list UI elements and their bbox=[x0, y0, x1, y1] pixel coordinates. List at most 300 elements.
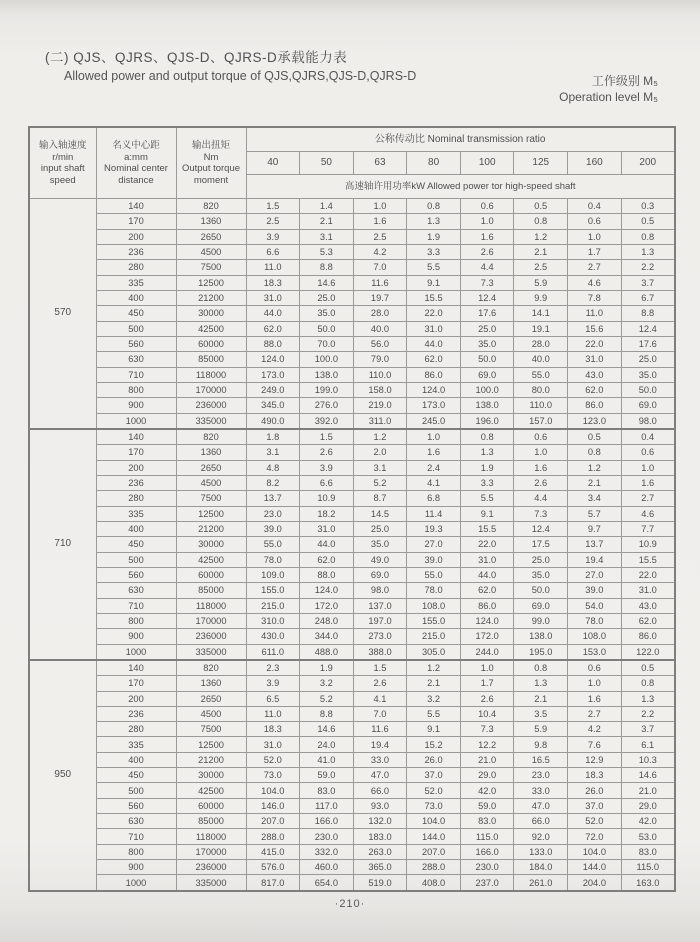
table-row bbox=[29, 814, 675, 829]
table-cell: 43.0 bbox=[621, 598, 675, 613]
table-cell: 44.0 bbox=[246, 306, 300, 321]
table-row bbox=[29, 567, 675, 582]
input-speed-cell: 570 bbox=[29, 199, 96, 429]
table-cell: 415.0 bbox=[246, 844, 300, 859]
table-cell: 170000 bbox=[176, 613, 246, 628]
table-cell: 14.1 bbox=[514, 306, 568, 321]
table-cell: 1.8 bbox=[246, 429, 300, 445]
table-cell: 5.2 bbox=[300, 691, 354, 706]
table-cell: 1.5 bbox=[246, 199, 300, 214]
table-cell: 166.0 bbox=[460, 844, 514, 859]
table-cell: 13.7 bbox=[246, 491, 300, 506]
table-cell: 7.0 bbox=[353, 706, 407, 721]
table-cell: 2.2 bbox=[621, 706, 675, 721]
table-cell: 138.0 bbox=[460, 398, 514, 413]
table-cell: 50.0 bbox=[621, 382, 675, 397]
table-cell: 345.0 bbox=[246, 398, 300, 413]
table-cell: 2.6 bbox=[300, 445, 354, 460]
table-row bbox=[29, 598, 675, 613]
table-cell: 1000 bbox=[96, 413, 176, 429]
table-cell: 69.0 bbox=[621, 398, 675, 413]
table-cell: 170000 bbox=[176, 844, 246, 859]
table-cell: 820 bbox=[176, 199, 246, 214]
table-cell: 9.1 bbox=[407, 275, 461, 290]
table-cell: 0.8 bbox=[621, 676, 675, 691]
table-cell: 0.5 bbox=[568, 429, 622, 445]
table-cell: 40.0 bbox=[353, 321, 407, 336]
table-cell: 2.0 bbox=[353, 445, 407, 460]
table-cell: 5.9 bbox=[514, 722, 568, 737]
table-cell: 110.0 bbox=[353, 367, 407, 382]
table-cell: 2650 bbox=[176, 460, 246, 475]
table-cell: 173.0 bbox=[246, 367, 300, 382]
table-cell: 59.0 bbox=[300, 768, 354, 783]
table-cell: 488.0 bbox=[300, 644, 354, 660]
table-cell: 60000 bbox=[176, 567, 246, 582]
table-cell: 1.7 bbox=[460, 676, 514, 691]
table-cell: 2.3 bbox=[246, 660, 300, 676]
table-cell: 172.0 bbox=[300, 598, 354, 613]
table-cell: 820 bbox=[176, 660, 246, 676]
table-cell: 30000 bbox=[176, 306, 246, 321]
table-cell: 0.5 bbox=[621, 214, 675, 229]
table-cell: 4500 bbox=[176, 706, 246, 721]
table-cell: 99.0 bbox=[514, 613, 568, 628]
table-cell: 500 bbox=[96, 321, 176, 336]
table-row bbox=[29, 798, 675, 813]
table-cell: 53.0 bbox=[621, 829, 675, 844]
table-row bbox=[29, 613, 675, 628]
table-cell: 900 bbox=[96, 398, 176, 413]
ratio-col-160: 160 bbox=[568, 152, 622, 174]
table-cell: 25.0 bbox=[514, 552, 568, 567]
table-cell: 11.0 bbox=[568, 306, 622, 321]
table-cell: 44.0 bbox=[300, 537, 354, 552]
table-cell: 7500 bbox=[176, 722, 246, 737]
table-cell: 400 bbox=[96, 752, 176, 767]
table-cell: 62.0 bbox=[407, 352, 461, 367]
table-cell: 335 bbox=[96, 275, 176, 290]
table-cell: 280 bbox=[96, 260, 176, 275]
table-cell: 1.0 bbox=[407, 429, 461, 445]
table-cell: 1.9 bbox=[407, 229, 461, 244]
table-row bbox=[29, 260, 675, 275]
table-cell: 98.0 bbox=[621, 413, 675, 429]
table-cell: 9.8 bbox=[514, 737, 568, 752]
table-cell: 170 bbox=[96, 445, 176, 460]
table-cell: 1.0 bbox=[568, 229, 622, 244]
col-header-text: 输出扭矩 bbox=[191, 140, 230, 151]
table-cell: 124.0 bbox=[460, 613, 514, 628]
table-cell: 50.0 bbox=[300, 321, 354, 336]
table-cell: 4.6 bbox=[621, 506, 675, 521]
table-cell: 8.8 bbox=[300, 706, 354, 721]
table-cell: 1.0 bbox=[353, 199, 407, 214]
table-cell: 21.0 bbox=[460, 752, 514, 767]
table-cell: 335000 bbox=[176, 413, 246, 429]
table-cell: 144.0 bbox=[568, 860, 622, 875]
table-cell: 3.9 bbox=[300, 460, 354, 475]
table-row bbox=[29, 660, 675, 676]
table-cell: 450 bbox=[96, 537, 176, 552]
table-cell: 400 bbox=[96, 521, 176, 536]
table-cell: 1360 bbox=[176, 214, 246, 229]
table-cell: 166.0 bbox=[300, 814, 354, 829]
table-cell: 18.3 bbox=[246, 275, 300, 290]
table-cell: 248.0 bbox=[300, 613, 354, 628]
table-cell: 388.0 bbox=[353, 644, 407, 660]
table-cell: 3.9 bbox=[246, 229, 300, 244]
table-cell: 3.5 bbox=[514, 706, 568, 721]
ratio-col-100: 100 bbox=[460, 152, 514, 174]
table-cell: 172.0 bbox=[460, 629, 514, 644]
table-cell: 62.0 bbox=[460, 583, 514, 598]
col-header-text: speed bbox=[49, 174, 76, 186]
table-cell: 7500 bbox=[176, 260, 246, 275]
table-cell: 31.0 bbox=[407, 321, 461, 336]
table-row bbox=[29, 829, 675, 844]
table-cell: 2.6 bbox=[460, 691, 514, 706]
table-cell: 86.0 bbox=[568, 398, 622, 413]
table-cell: 1.3 bbox=[460, 445, 514, 460]
table-cell: 5.2 bbox=[353, 475, 407, 490]
table-cell: 490.0 bbox=[246, 413, 300, 429]
table-cell: 0.6 bbox=[568, 660, 622, 676]
table-cell: 173.0 bbox=[407, 398, 461, 413]
table-cell: 50.0 bbox=[460, 352, 514, 367]
table-row bbox=[29, 552, 675, 567]
table-cell: 12.4 bbox=[621, 321, 675, 336]
table-cell: 7.3 bbox=[460, 275, 514, 290]
table-cell: 69.0 bbox=[460, 367, 514, 382]
table-cell: 207.0 bbox=[407, 844, 461, 859]
table-cell: 39.0 bbox=[407, 552, 461, 567]
table-cell: 39.0 bbox=[568, 583, 622, 598]
table-cell: 276.0 bbox=[300, 398, 354, 413]
table-row bbox=[29, 290, 675, 305]
table-row bbox=[29, 475, 675, 490]
table-cell: 108.0 bbox=[568, 629, 622, 644]
table-cell: 800 bbox=[96, 844, 176, 859]
table-cell: 1.7 bbox=[568, 244, 622, 259]
col-header-text: 输入轴速度 bbox=[38, 140, 87, 151]
table-cell: 35.0 bbox=[353, 537, 407, 552]
table-cell: 78.0 bbox=[246, 552, 300, 567]
table-cell: 17.6 bbox=[460, 306, 514, 321]
table-cell: 900 bbox=[96, 860, 176, 875]
table-cell: 12.9 bbox=[568, 752, 622, 767]
table-cell: 236 bbox=[96, 244, 176, 259]
table-cell: 85000 bbox=[176, 352, 246, 367]
table-cell: 124.0 bbox=[246, 352, 300, 367]
table-cell: 450 bbox=[96, 306, 176, 321]
table-cell: 73.0 bbox=[407, 798, 461, 813]
table-cell: 110.0 bbox=[514, 398, 568, 413]
table-cell: 1.2 bbox=[407, 660, 461, 676]
table-row bbox=[29, 583, 675, 598]
table-row bbox=[29, 875, 675, 891]
table-cell: 15.5 bbox=[460, 521, 514, 536]
table-cell: 500 bbox=[96, 552, 176, 567]
table-cell: 6.5 bbox=[246, 691, 300, 706]
table-row bbox=[29, 737, 675, 752]
table-cell: 39.0 bbox=[246, 521, 300, 536]
table-cell: 118000 bbox=[176, 367, 246, 382]
table-cell: 115.0 bbox=[460, 829, 514, 844]
table-cell: 59.0 bbox=[460, 798, 514, 813]
table-row bbox=[29, 691, 675, 706]
table-row bbox=[29, 460, 675, 475]
table-cell: 19.4 bbox=[568, 552, 622, 567]
table-cell: 11.4 bbox=[407, 506, 461, 521]
table-cell: 1.6 bbox=[460, 229, 514, 244]
col-header-text: input shaft bbox=[40, 163, 85, 174]
table-cell: 245.0 bbox=[407, 413, 461, 429]
table-cell: 14.5 bbox=[353, 506, 407, 521]
table-cell: 28.0 bbox=[514, 336, 568, 351]
table-cell: 3.9 bbox=[246, 676, 300, 691]
table-cell: 122.0 bbox=[621, 644, 675, 660]
table-cell: 124.0 bbox=[300, 583, 354, 598]
table-cell: 6.7 bbox=[621, 290, 675, 305]
table-cell: 86.0 bbox=[407, 367, 461, 382]
table-cell: 14.6 bbox=[621, 768, 675, 783]
table-cell: 9.1 bbox=[460, 506, 514, 521]
table-cell: 3.4 bbox=[568, 491, 622, 506]
table-cell: 155.0 bbox=[246, 583, 300, 598]
table-cell: 2.4 bbox=[407, 460, 461, 475]
table-cell: 78.0 bbox=[407, 583, 461, 598]
table-cell: 42.0 bbox=[621, 814, 675, 829]
page-title-en: Allowed power and output torque of QJS,QJRS,QJS-D,QJRS-D bbox=[64, 69, 417, 83]
table-cell: 29.0 bbox=[621, 798, 675, 813]
table-cell: 15.2 bbox=[407, 737, 461, 752]
table-cell: 1.3 bbox=[407, 214, 461, 229]
table-cell: 0.4 bbox=[621, 429, 675, 445]
table-cell: 430.0 bbox=[246, 629, 300, 644]
col-header-text: moment bbox=[193, 174, 229, 186]
table-cell: 236 bbox=[96, 706, 176, 721]
table-cell: 4.6 bbox=[568, 275, 622, 290]
table-cell: 7.8 bbox=[568, 290, 622, 305]
table-cell: 183.0 bbox=[353, 829, 407, 844]
table-cell: 560 bbox=[96, 798, 176, 813]
table-cell: 15.6 bbox=[568, 321, 622, 336]
table-cell: 31.0 bbox=[300, 521, 354, 536]
table-cell: 0.8 bbox=[514, 214, 568, 229]
table-row bbox=[29, 244, 675, 259]
table-cell: 630 bbox=[96, 352, 176, 367]
table-cell: 2.1 bbox=[568, 475, 622, 490]
col-header-center-distance bbox=[96, 127, 176, 199]
table-cell: 365.0 bbox=[353, 860, 407, 875]
table-cell: 35.0 bbox=[460, 336, 514, 351]
table-cell: 24.0 bbox=[300, 737, 354, 752]
col-header-unit: Nm bbox=[203, 151, 219, 163]
table-cell: 236000 bbox=[176, 860, 246, 875]
table-cell: 2650 bbox=[176, 691, 246, 706]
ratio-col-40: 40 bbox=[246, 152, 300, 174]
table-cell: 1.6 bbox=[568, 691, 622, 706]
table-cell: 55.0 bbox=[514, 367, 568, 382]
table-cell: 31.0 bbox=[621, 583, 675, 598]
table-cell: 560 bbox=[96, 567, 176, 582]
table-cell: 115.0 bbox=[621, 860, 675, 875]
table-cell: 7.3 bbox=[514, 506, 568, 521]
table-cell: 55.0 bbox=[246, 537, 300, 552]
table-cell: 3.7 bbox=[621, 722, 675, 737]
table-cell: 18.3 bbox=[246, 722, 300, 737]
table-cell: 16.5 bbox=[514, 752, 568, 767]
table-cell: 1.0 bbox=[460, 214, 514, 229]
input-speed-cell: 950 bbox=[29, 660, 96, 891]
table-cell: 2.2 bbox=[621, 260, 675, 275]
table-cell: 35.0 bbox=[300, 306, 354, 321]
page-header bbox=[45, 46, 416, 83]
table-cell: 11.0 bbox=[246, 706, 300, 721]
table-cell: 1.6 bbox=[407, 445, 461, 460]
table-cell: 35.0 bbox=[514, 567, 568, 582]
table-cell: 200 bbox=[96, 691, 176, 706]
table-cell: 2.6 bbox=[353, 676, 407, 691]
table-cell: 1.2 bbox=[514, 229, 568, 244]
table-cell: 2.5 bbox=[246, 214, 300, 229]
table-cell: 7.7 bbox=[621, 521, 675, 536]
table-cell: 184.0 bbox=[514, 860, 568, 875]
table-cell: 310.0 bbox=[246, 613, 300, 628]
table-cell: 280 bbox=[96, 722, 176, 737]
table-cell: 52.0 bbox=[568, 814, 622, 829]
table-cell: 158.0 bbox=[353, 382, 407, 397]
table-cell: 7.0 bbox=[353, 260, 407, 275]
table-cell: 236000 bbox=[176, 398, 246, 413]
table-cell: 22.0 bbox=[460, 537, 514, 552]
table-cell: 49.0 bbox=[353, 552, 407, 567]
table-cell: 207.0 bbox=[246, 814, 300, 829]
table-header bbox=[29, 127, 675, 199]
table-cell: 1360 bbox=[176, 676, 246, 691]
table-cell: 2.7 bbox=[568, 260, 622, 275]
table-cell: 78.0 bbox=[568, 613, 622, 628]
table-cell: 31.0 bbox=[460, 552, 514, 567]
table-cell: 2.1 bbox=[514, 691, 568, 706]
table-cell: 199.0 bbox=[300, 382, 354, 397]
table-cell: 200 bbox=[96, 460, 176, 475]
table-row bbox=[29, 429, 675, 445]
table-cell: 72.0 bbox=[568, 829, 622, 844]
table-cell: 10.3 bbox=[621, 752, 675, 767]
table-cell: 3.1 bbox=[353, 460, 407, 475]
table-cell: 230.0 bbox=[300, 829, 354, 844]
ratio-col-125: 125 bbox=[514, 152, 568, 174]
table-cell: 123.0 bbox=[568, 413, 622, 429]
table-cell: 18.3 bbox=[568, 768, 622, 783]
table-cell: 12500 bbox=[176, 275, 246, 290]
table-cell: 11.6 bbox=[353, 722, 407, 737]
table-cell: 1.0 bbox=[621, 460, 675, 475]
ratio-col-50: 50 bbox=[300, 152, 354, 174]
table-cell: 170000 bbox=[176, 382, 246, 397]
table-cell: 237.0 bbox=[460, 875, 514, 891]
table-cell: 3.1 bbox=[300, 229, 354, 244]
table-cell: 83.0 bbox=[300, 783, 354, 798]
table-cell: 11.6 bbox=[353, 275, 407, 290]
col-header-output-torque bbox=[176, 127, 246, 199]
table-cell: 118000 bbox=[176, 829, 246, 844]
table-cell: 42.0 bbox=[460, 783, 514, 798]
table-row bbox=[29, 629, 675, 644]
table-cell: 710 bbox=[96, 598, 176, 613]
table-cell: 44.0 bbox=[460, 567, 514, 582]
table-row bbox=[29, 676, 675, 691]
table-cell: 1.5 bbox=[353, 660, 407, 676]
page-title-zh: (二) QJS、QJRS、QJS-D、QJRS-D承载能力表 bbox=[45, 50, 348, 65]
table-cell: 15.5 bbox=[621, 552, 675, 567]
table-cell: 1.4 bbox=[300, 199, 354, 214]
table-cell: 654.0 bbox=[300, 875, 354, 891]
table-cell: 10.4 bbox=[460, 706, 514, 721]
table-cell: 2.6 bbox=[514, 475, 568, 490]
table-cell: 124.0 bbox=[407, 382, 461, 397]
table-cell: 4.8 bbox=[246, 460, 300, 475]
table-cell: 144.0 bbox=[407, 829, 461, 844]
table-cell: 311.0 bbox=[353, 413, 407, 429]
col-header-input-speed bbox=[29, 127, 96, 199]
table-row bbox=[29, 398, 675, 413]
table-cell: 236000 bbox=[176, 629, 246, 644]
table-cell: 31.0 bbox=[246, 290, 300, 305]
table-cell: 11.0 bbox=[246, 260, 300, 275]
operation-level-en: Operation level M₅ bbox=[559, 90, 658, 104]
table-row bbox=[29, 706, 675, 721]
table-cell: 41.0 bbox=[300, 752, 354, 767]
operation-level bbox=[559, 73, 658, 105]
table-cell: 12.4 bbox=[514, 521, 568, 536]
table-row bbox=[29, 321, 675, 336]
table-cell: 800 bbox=[96, 613, 176, 628]
table-cell: 170 bbox=[96, 676, 176, 691]
table-cell: 3.3 bbox=[407, 244, 461, 259]
table-cell: 1.3 bbox=[514, 676, 568, 691]
table-cell: 73.0 bbox=[246, 768, 300, 783]
table-cell: 215.0 bbox=[246, 598, 300, 613]
col-header-text: distance bbox=[118, 174, 154, 186]
table-cell: 33.0 bbox=[353, 752, 407, 767]
table-cell: 3.2 bbox=[300, 676, 354, 691]
table-cell: 21200 bbox=[176, 521, 246, 536]
table-cell: 83.0 bbox=[460, 814, 514, 829]
table-row bbox=[29, 506, 675, 521]
table-cell: 12500 bbox=[176, 506, 246, 521]
table-cell: 230.0 bbox=[460, 860, 514, 875]
table-cell: 1.6 bbox=[621, 475, 675, 490]
table-cell: 26.0 bbox=[568, 783, 622, 798]
table-cell: 22.0 bbox=[407, 306, 461, 321]
table-cell: 30000 bbox=[176, 768, 246, 783]
table-cell: 2.6 bbox=[460, 244, 514, 259]
table-cell: 1.0 bbox=[460, 660, 514, 676]
table-row bbox=[29, 537, 675, 552]
table-cell: 244.0 bbox=[460, 644, 514, 660]
table-cell: 630 bbox=[96, 583, 176, 598]
table-cell: 60000 bbox=[176, 336, 246, 351]
table-cell: 108.0 bbox=[407, 598, 461, 613]
table-cell: 1.3 bbox=[621, 691, 675, 706]
table-cell: 1.0 bbox=[568, 676, 622, 691]
table-cell: 30000 bbox=[176, 537, 246, 552]
table-row bbox=[29, 752, 675, 767]
table-cell: 4.4 bbox=[460, 260, 514, 275]
